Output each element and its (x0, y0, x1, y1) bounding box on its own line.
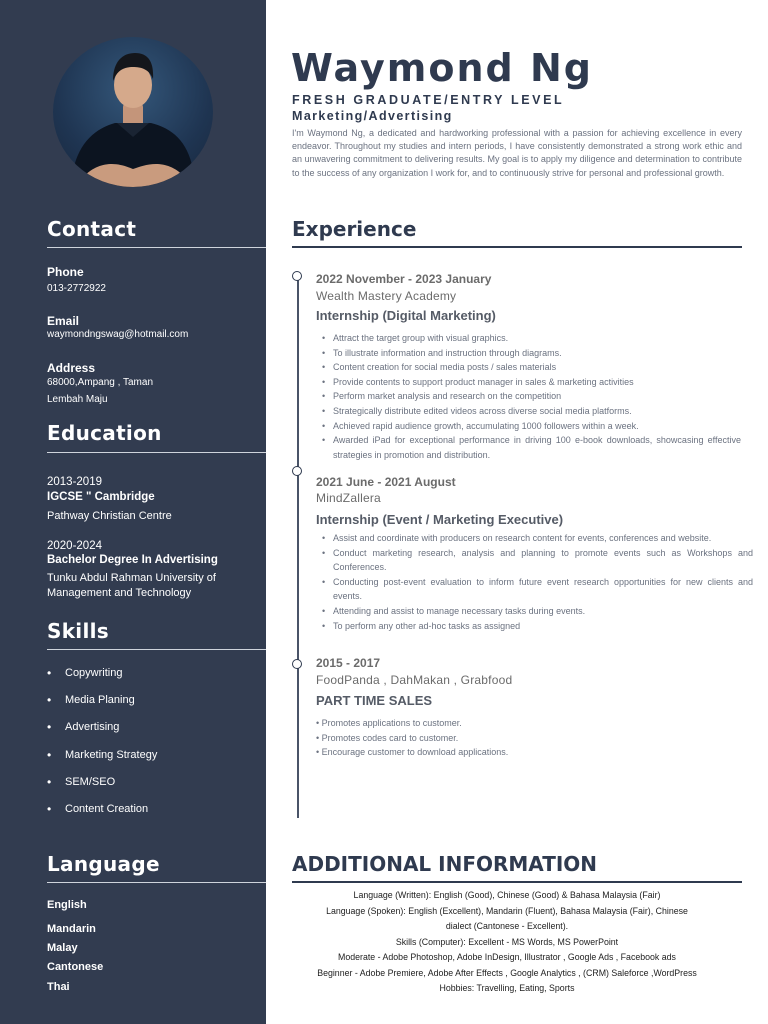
language-item: Thai (47, 980, 70, 993)
email-value: waymondngswag@hotmail.com (47, 329, 189, 340)
address-line-1: 68000,Ampang , Taman (47, 377, 154, 388)
skill-item: • Media Planing (47, 694, 157, 721)
additional-info-line: Language (Spoken): English (Excellent), Mandarin (Fluent), Bahasa Malaysia (Fair), Chinese (326, 905, 688, 916)
sidebar (0, 0, 266, 1024)
education-school: Tunku Abdul Rahman University of Management and Technology (47, 572, 216, 599)
language-divider (47, 882, 266, 883)
education-title: Bachelor Degree In Advertising (47, 554, 218, 566)
experience-duties (333, 531, 753, 633)
language-item: Cantonese (47, 961, 104, 974)
contact-divider (47, 247, 266, 248)
skill-item: • Copywriting (47, 667, 157, 694)
timeline-dot-icon (292, 466, 302, 476)
duty-item: • Conduct marketing research, analysis and planning to promote events such as Workshops and Conferences. (333, 546, 753, 575)
experience-company: Wealth Mastery Academy (316, 289, 457, 303)
experience-duties (316, 716, 508, 760)
duty-item: • Encourage customer to download applications. (316, 747, 509, 758)
duty-item: • Promotes codes card to customer. (316, 732, 459, 743)
candidate-field: Marketing/Advertising (292, 109, 453, 123)
additional-info-line: Moderate - Adobe Photoshop, Adobe InDesign, Illustrator , Google Ads , Facebook ads (338, 952, 676, 962)
duty-item: • Awarded iPad for exceptional performance in driving 100 e-book downloads, showcasing effective strategies in promotion and distribution. (333, 433, 741, 462)
additional-info-body (292, 888, 722, 997)
experience-title: Internship (Digital Marketing) (316, 308, 496, 323)
additional-info-line: dialect (Cantonese - Excellent). (445, 921, 569, 931)
duty-item: • Content creation for social media posts / sales materials (333, 360, 741, 375)
duty-item: • To illustrate information and instruction through diagrams. (333, 346, 741, 361)
language-list (47, 899, 103, 1000)
experience-date: 2021 June - 2021 August (316, 475, 456, 489)
additional-info-heading: ADDITIONAL INFORMATION (292, 852, 598, 876)
skill-item: • Advertising (47, 721, 157, 748)
experience-title: Internship (Event / Marketing Executive) (316, 512, 564, 527)
education-divider (47, 452, 266, 453)
additional-info-divider (292, 881, 742, 883)
experience-date: 2015 - 2017 (316, 656, 381, 670)
phone-value: 013-2772922 (47, 283, 106, 294)
education-school: Pathway Christian Centre (47, 510, 172, 522)
language-item: English (47, 899, 87, 911)
skill-item: • Content Creation (47, 803, 157, 830)
skills-list (47, 667, 157, 830)
candidate-name: Waymond Ng (291, 46, 593, 90)
duty-item: • Achieved rapid audience growth, accumulating 1000 followers within a week. (333, 419, 741, 434)
experience-timeline (297, 279, 299, 818)
experience-heading: Experience (292, 217, 417, 241)
duty-item: • Provide contents to support product manager in sales & marketing activities (333, 375, 741, 390)
skills-divider (47, 649, 266, 650)
duty-item: • Promotes applications to customer. (316, 718, 462, 728)
experience-divider (292, 246, 742, 248)
duty-item: • Conducting post-event evaluation to inform future event research opportunities for new clients and events. (333, 575, 753, 604)
language-heading: Language (47, 852, 160, 876)
education-years: 2020-2024 (47, 540, 102, 552)
duty-item: • Attract the target group with visual graphics. (333, 331, 741, 346)
experience-title: PART TIME SALES (316, 693, 433, 708)
additional-info-line: Beginner - Adobe Premiere, Adobe After Effects , Google Analytics , (CRM) Saleforce ,WordPress (317, 967, 697, 978)
duty-item: • Assist and coordinate with producers on research content for events, conferences and website. (333, 531, 753, 546)
address-label: Address (47, 361, 96, 375)
education-title: IGCSE " Cambridge (47, 491, 155, 503)
candidate-level: FRESH GRADUATE/ENTRY LEVEL (292, 93, 565, 107)
timeline-dot-icon (292, 271, 302, 281)
experience-company: FoodPanda , DahMakan , Grabfood (316, 673, 513, 687)
phone-label: Phone (47, 265, 84, 279)
address-line-2: Lembah Maju (47, 394, 108, 405)
language-item: Malay (47, 942, 78, 955)
timeline-dot-icon (292, 659, 302, 669)
additional-info-line: Skills (Computer): Excellent - MS Words, MS PowerPoint (395, 936, 619, 947)
skills-heading: Skills (47, 619, 109, 643)
person-photo-icon (53, 37, 213, 187)
contact-heading: Contact (47, 217, 137, 241)
education-heading: Education (47, 421, 162, 445)
duty-item: • Perform market analysis and research on the competition (333, 389, 741, 404)
profile-photo (53, 37, 213, 187)
experience-date: 2022 November - 2023 January (316, 272, 492, 286)
duty-item: • To perform any other ad-hoc tasks as assigned (333, 619, 753, 634)
duty-item: • Attending and assist to manage necessary tasks during events. (333, 604, 753, 619)
email-label: Email (47, 314, 80, 328)
profile-summary: I'm Waymond Ng, a dedicated and hardworking professional with a passion for achieving excellence in every endeavor. Throughout my studies and intern periods, I have consistently demonstrated a strong work ethic and an unwavering commitment to delivering results. My goal is to apply my diligence and determination to contribute to the success of any organization I work for, and to continuously strive for personal and professional growth. (292, 128, 742, 178)
experience-duties (333, 331, 741, 462)
skill-item: • SEM/SEO (47, 776, 157, 803)
experience-company: MindZallera (316, 491, 381, 505)
skill-item: • Marketing Strategy (47, 749, 157, 776)
education-years: 2013-2019 (47, 476, 102, 488)
duty-item: • Strategically distribute edited videos across diverse social media platforms. (333, 404, 741, 419)
additional-info-line: Language (Written): English (Good), Chinese (Good) & Bahasa Malaysia (Fair) (353, 890, 661, 900)
language-item: Mandarin (47, 923, 96, 935)
additional-info-line: Hobbies: Travelling, Eating, Sports (439, 983, 575, 993)
